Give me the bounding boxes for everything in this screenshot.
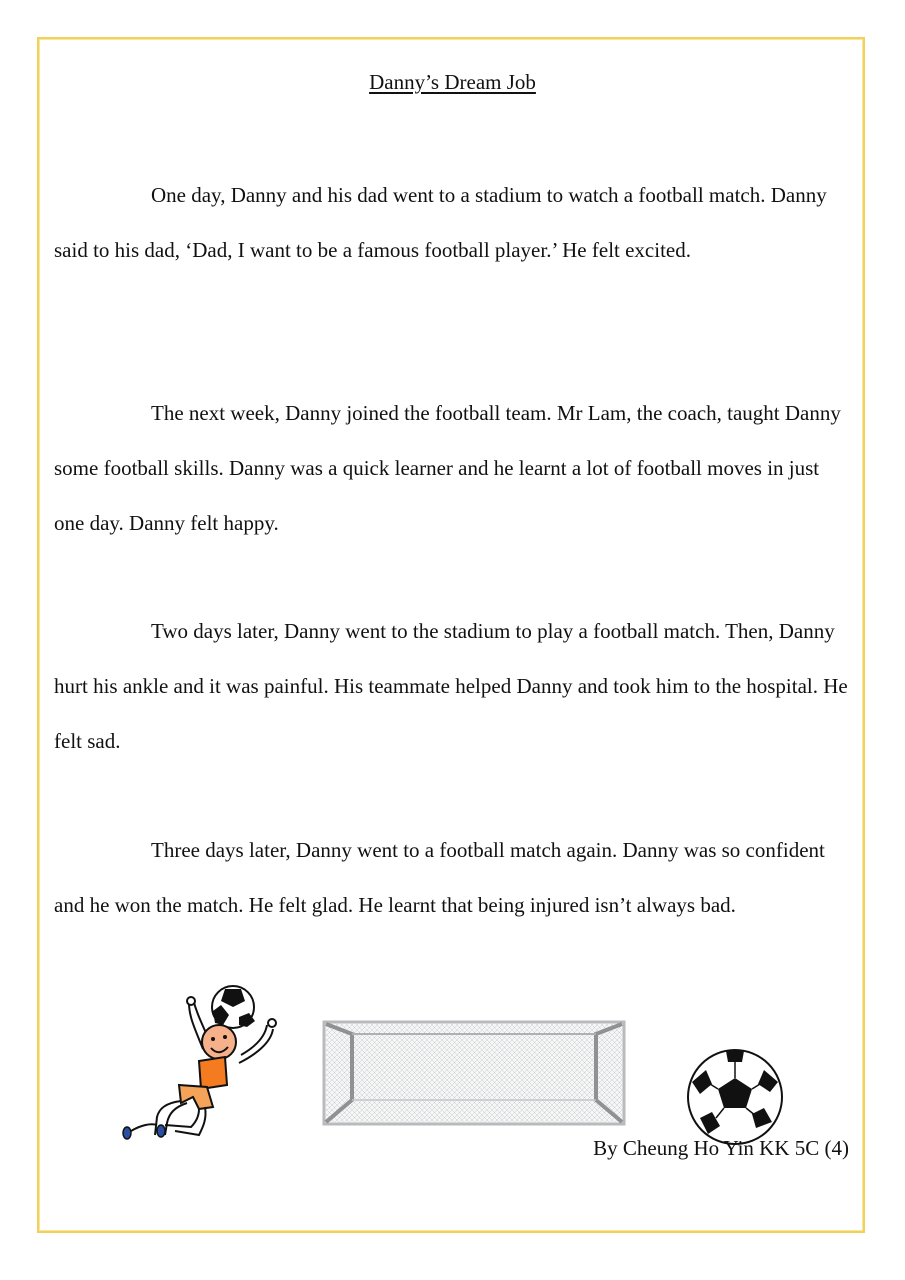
goal-illustration [322, 1020, 627, 1128]
paragraph-2: The next week, Danny joined the football team. Mr Lam, the coach, taught Danny some football skills. Danny was a quick learner and he learnt a lot of football moves in just one day. Danny felt happy. [54, 401, 841, 535]
player-ball-icon [212, 986, 255, 1028]
football-player-illustration [115, 985, 285, 1145]
author-byline: By Cheung Ho Yin KK 5C (4) [593, 1136, 849, 1160]
soccer-ball-illustration [686, 1048, 784, 1146]
paragraph-1: One day, Danny and his dad went to a stadium to watch a football match. Danny said to his dad, ‘Dad, I want to be a famous football player.’ He felt excited. [54, 183, 827, 262]
document-title: Danny’s Dream Job [369, 70, 536, 94]
paragraph-4: Three days later, Danny went to a football match again. Danny was so confident and he won the match. He felt glad. He learnt that being injured isn’t always bad. [54, 838, 825, 917]
paragraph-3: Two days later, Danny went to the stadium to play a football match. Then, Danny hurt his ankle and it was painful. His teammate helped Danny and took him to the hospital. He felt sad. [54, 619, 848, 753]
